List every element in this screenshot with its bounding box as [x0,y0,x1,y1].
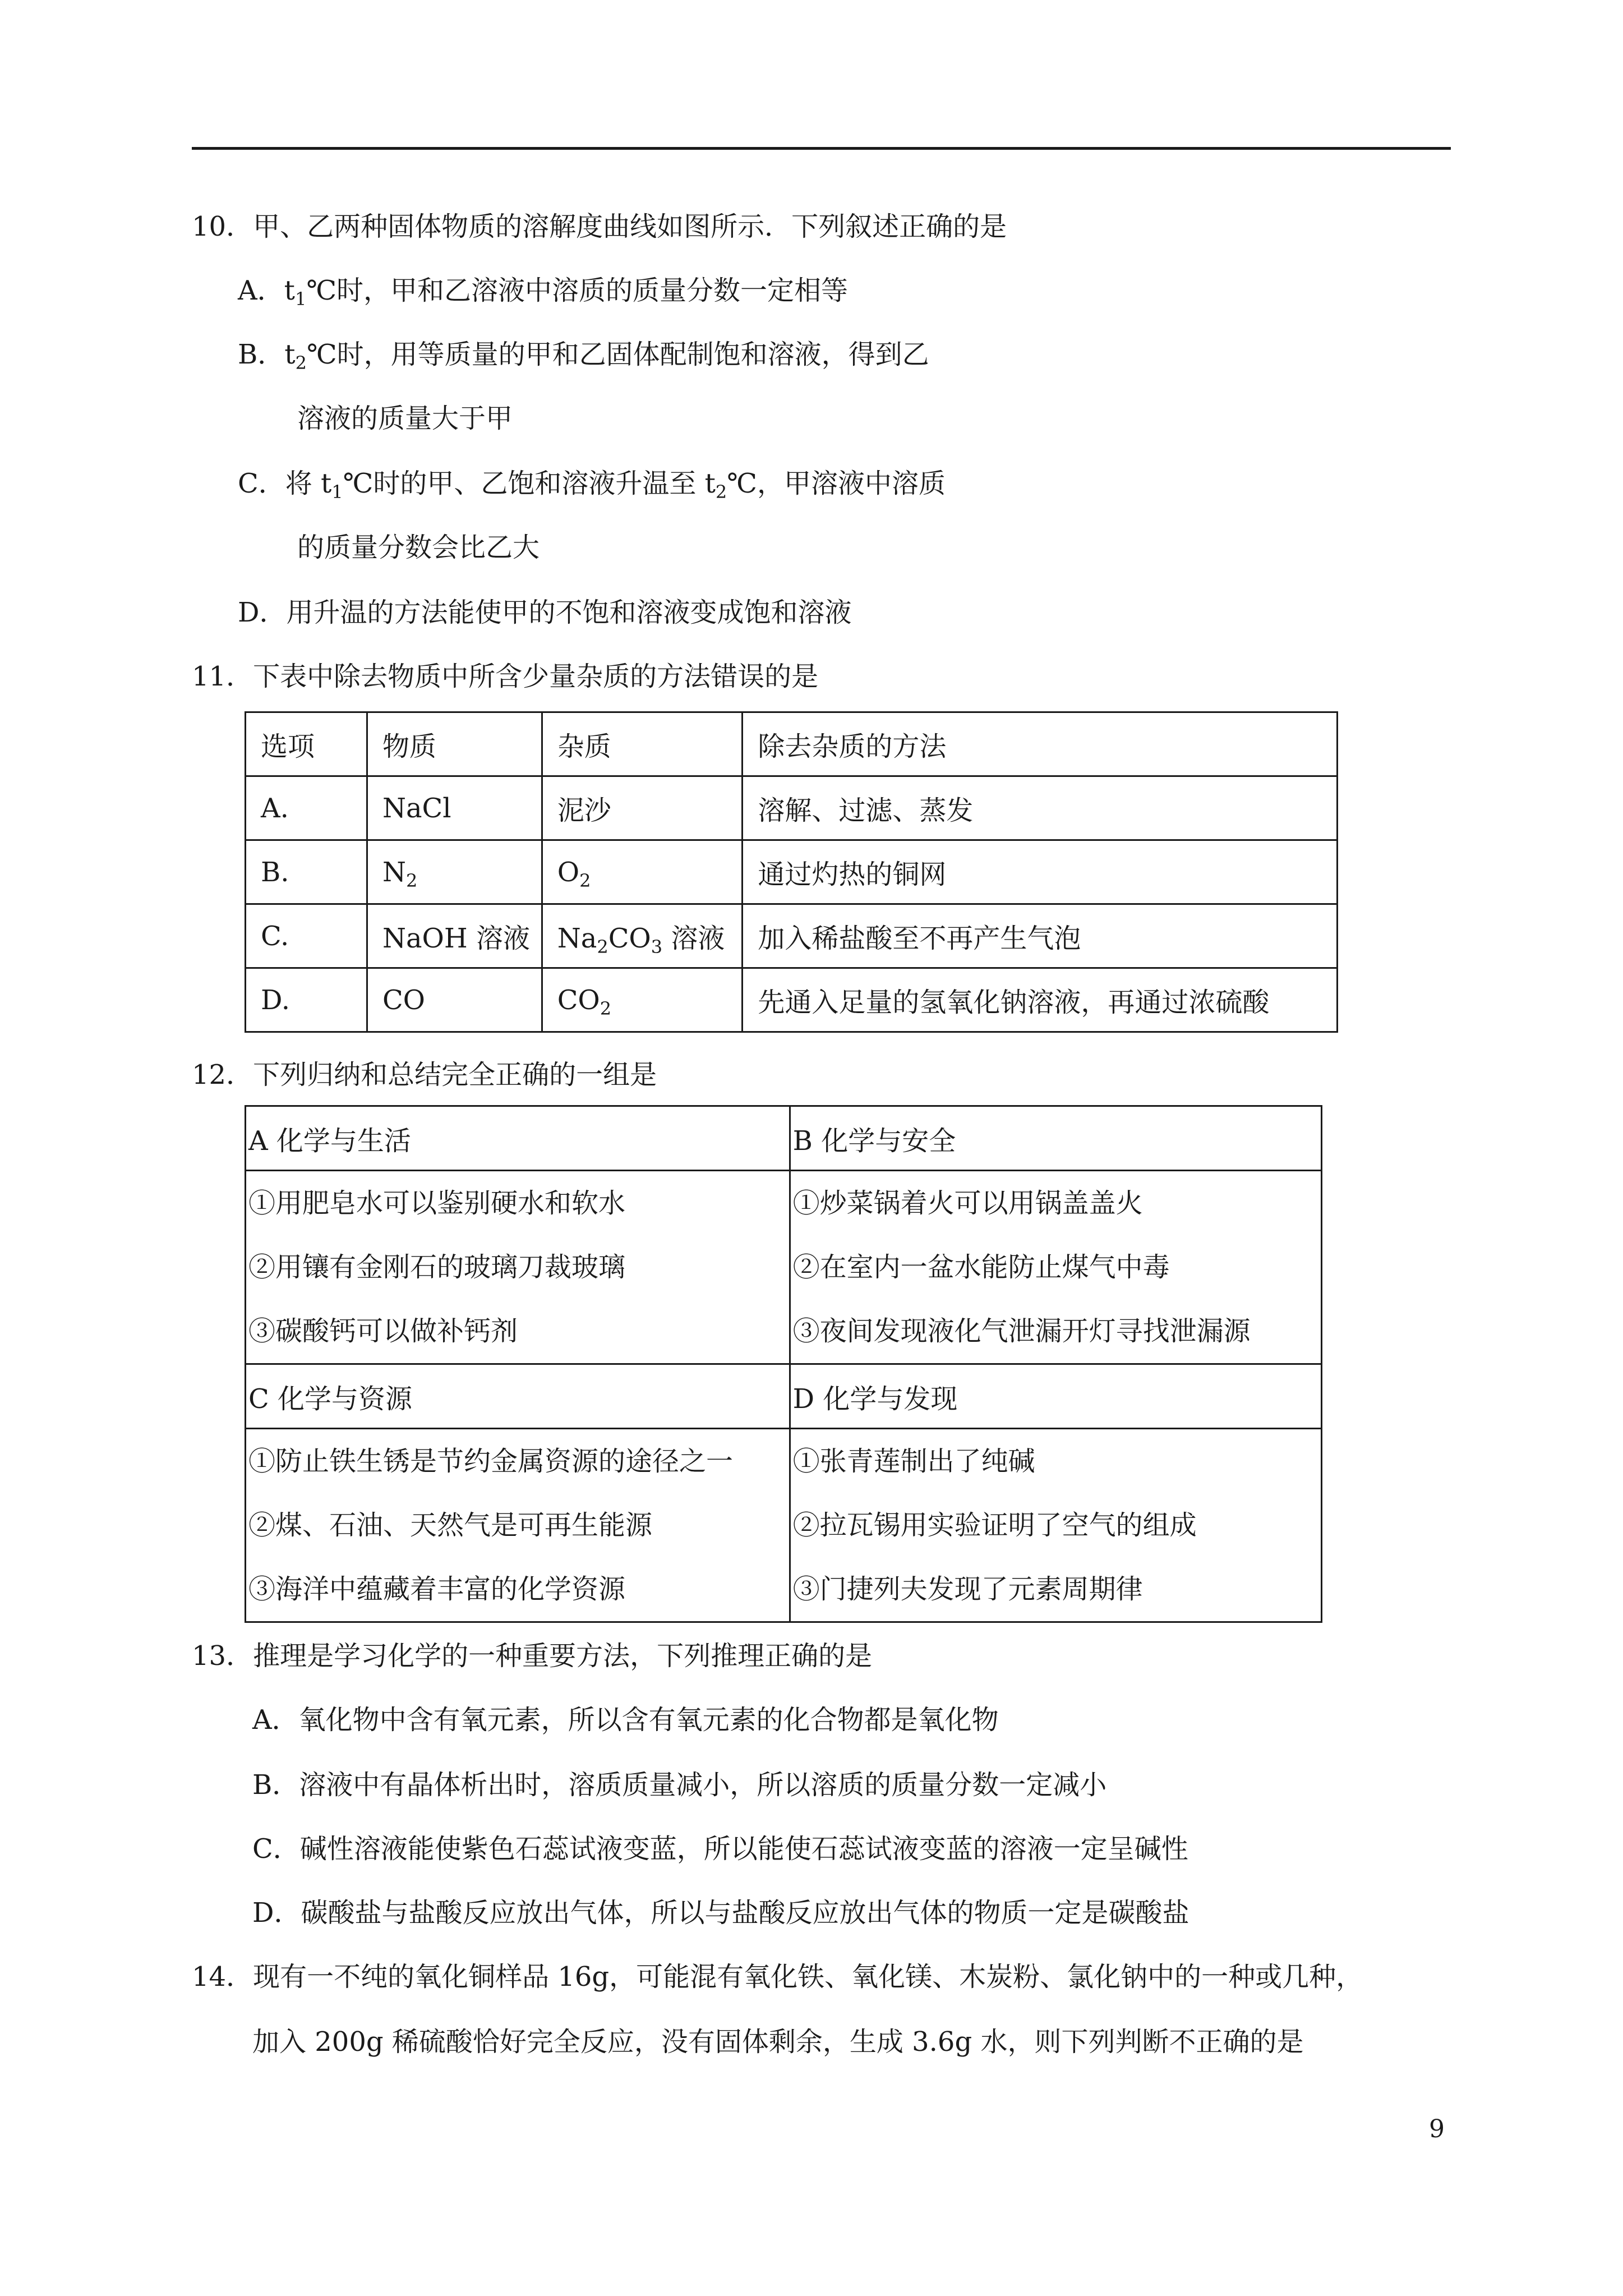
row-option: B. [246,840,367,904]
q10-option-b-cont: 溶液的质量大于甲 [297,403,513,434]
q12-stem: 12．下列归纳和总结完全正确的一组是 [192,1059,657,1091]
list-item: ①用肥皂水可以鉴别硬水和软水 [248,1188,626,1219]
group-b-heading: B 化学与安全 [790,1106,1321,1171]
header-option: 选项 [246,712,367,776]
row-impurity: $O_2$ [542,840,743,904]
q11-stem: 11．下表中除去物质中所含少量杂质的方法错误的是 [192,661,819,692]
list-item: ③碳酸钙可以做补钙剂 [248,1315,518,1347]
q13-option-b: B．溶液中有晶体析出时，溶质质量减小，所以溶质的质量分数一定减小 [252,1769,1107,1801]
group-d-heading: D 化学与发现 [790,1364,1321,1429]
list-item: ②煤、石油、天然气是可再生能源 [248,1510,653,1541]
table-row [246,1106,1322,1171]
q10-option-c-cont: 的质量分数会比乙大 [297,532,540,563]
list-item: ③海洋中蕴藏着丰富的化学资源 [248,1573,626,1605]
row-option: C. [246,904,367,968]
list-item: ①防止铁生锈是节约金属资源的途径之一 [248,1446,734,1477]
table-header-row [246,712,1338,776]
row-option: D. [246,968,367,1032]
table-row [246,1364,1322,1429]
list-item: ①炒菜锅着火可以用锅盖盖火 [792,1188,1143,1219]
page-number: 9 [1429,2115,1445,2143]
row-substance: CO [367,968,542,1032]
row-substance: NaOH 溶液 [367,904,542,968]
row-option: A. [246,776,367,840]
group-a-heading: A 化学与生活 [246,1106,790,1171]
row-method: 加入稀盐酸至不再产生气泡 [743,904,1338,968]
group-a-items [246,1171,790,1364]
header-substance: 物质 [367,712,542,776]
q14-line-2: 加入 200g 稀硫酸恰好完全反应，没有固体剩余，生成 3.6g 水，则下列判断不正确的是 [252,2026,1304,2058]
list-item: ②在室内一盆水能防止煤气中毒 [792,1251,1170,1283]
q13-option-d: D．碳酸盐与盐酸反应放出气体，所以与盐酸反应放出气体的物质一定是碳酸盐 [252,1897,1189,1929]
q12-table [245,1105,1322,1623]
row-substance: $N_2$ [367,840,542,904]
row-method: 通过灼热的铜网 [743,840,1338,904]
header-impurity: 杂质 [542,712,743,776]
list-item: ③门捷列夫发现了元素周期律 [792,1573,1143,1605]
table-row [246,904,1338,968]
q10-option-a: A．$t_1℃$时，甲和乙溶液中溶质的质量分数一定相等 [238,275,849,310]
table-row [246,840,1338,904]
row-impurity: $Na_2CO_3$ 溶液 [542,904,743,968]
row-method: 先通入足量的氢氧化钠溶液，再通过浓硫酸 [743,968,1338,1032]
header-method: 除去杂质的方法 [743,712,1338,776]
q13-stem: 13．推理是学习化学的一种重要方法，下列推理正确的是 [192,1640,873,1672]
q13-option-c: C．碱性溶液能使紫色石蕊试液变蓝，所以能使石蕊试液变蓝的溶液一定呈碱性 [252,1833,1188,1865]
table-row [246,1429,1322,1622]
table-row [246,776,1338,840]
group-c-items [246,1429,790,1622]
list-item: ②用镶有金刚石的玻璃刀裁玻璃 [248,1251,626,1283]
list-item: ①张青莲制出了纯碱 [792,1446,1035,1477]
header-rule [192,147,1451,150]
row-impurity: $CO_2$ [542,968,743,1032]
q10-option-c: C．将 $t_1℃$时的甲、乙饱和溶液升温至 $t_2℃$，甲溶液中溶质 [238,468,946,503]
q10-option-d: D．用升温的方法能使甲的不饱和溶液变成饱和溶液 [238,597,852,628]
q13-option-a: A．氧化物中含有氧元素，所以含有氧元素的化合物都是氧化物 [252,1704,999,1736]
row-substance: NaCl [367,776,542,840]
row-impurity: 泥沙 [542,776,743,840]
group-b-items [790,1171,1321,1364]
q11-table [245,711,1338,1033]
table-row [246,1171,1322,1364]
group-d-items [790,1429,1321,1622]
table-row [246,968,1338,1032]
list-item: ③夜间发现液化气泄漏开灯寻找泄漏源 [792,1315,1251,1347]
q10-option-b: B．$t_2℃$时，用等质量的甲和乙固体配制饱和溶液，得到乙 [238,339,929,374]
group-c-heading: C 化学与资源 [246,1364,790,1429]
row-method: 溶解、过滤、蒸发 [743,776,1338,840]
list-item: ②拉瓦锡用实验证明了空气的组成 [792,1510,1197,1541]
q14-line-1: 14．现有一不纯的氧化铜样品 16g，可能混有氧化铁、氧化镁、木炭粉、氯化钠中的一种或几种， [192,1961,1363,1993]
q10-stem: 10．甲、乙两种固体物质的溶解度曲线如图所示．下列叙述正确的是 [192,211,1007,242]
